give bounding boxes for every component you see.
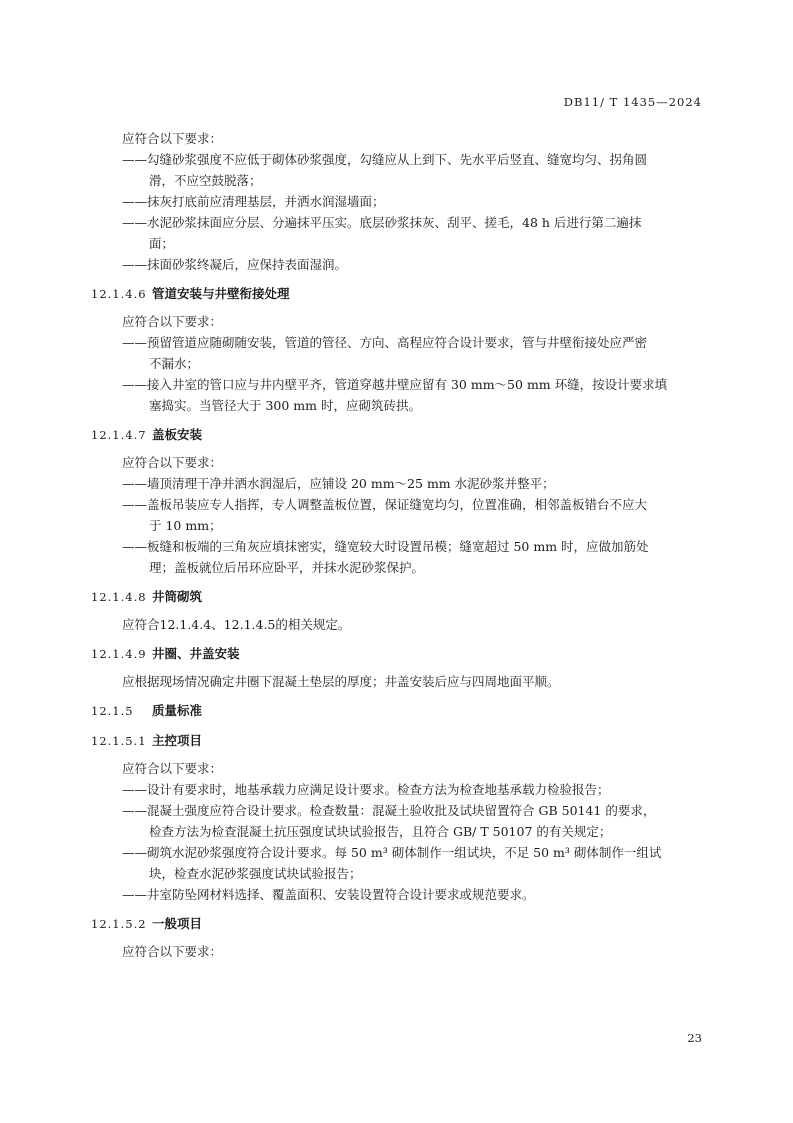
section-number: 12.1.4.7	[91, 428, 147, 442]
list-item-continuation: 于 10 mm；	[149, 518, 222, 533]
list-item-continuation: 塞捣实。当管径大于 300 mm 时，应砌筑砖拱。	[149, 398, 421, 413]
section-number: 12.1.5	[91, 704, 134, 718]
section-number: 12.1.4.8	[91, 590, 147, 604]
section-title: 主控项目	[152, 733, 203, 748]
list-item: ——井室防坠网材料选择、覆盖面积、安装设置符合设计要求或规范要求。	[122, 887, 535, 902]
paragraph: 应符合以下要求：	[122, 314, 223, 329]
standard-code-header: DB11/ T 1435—2024	[563, 95, 702, 109]
section-title: 盖板安装	[152, 427, 203, 442]
list-item: ——盖板吊装应专人指挥，专人调整盖板位置，保证缝宽均匀，位置准确，相邻盖板错台不应大	[122, 497, 648, 512]
section-heading	[91, 643, 713, 665]
paragraph: 应符合以下要求：	[122, 455, 223, 470]
list-item: ——抹面砂浆终凝后，应保持表面湿润。	[122, 257, 348, 272]
section-heading	[91, 424, 713, 446]
list-item: ——抹灰打底前应清理基层，并洒水润湿墙面；	[122, 194, 385, 209]
list-item: ——设计有要求时，地基承载力应满足设计要求。检查方法为检查地基承载力检验报告；	[122, 782, 610, 797]
section-heading	[91, 730, 713, 752]
list-item-continuation: 面；	[149, 236, 175, 251]
section-heading	[91, 586, 713, 608]
paragraph: 应符合12.1.4.4、12.1.4.5的相关规定。	[122, 617, 351, 632]
paragraph: 应符合以下要求：	[122, 944, 223, 959]
list-item: ——板缝和板端的三角灰应填抹密实，缝宽较大时设置吊模；缝宽超过 50 mm 时，应做加筋处	[122, 539, 649, 554]
list-item: ——混凝土强度应符合设计要求。检查数量：混凝土验收批及试块留置符合 GB 50141 的要求，	[122, 803, 656, 818]
body-text	[91, 128, 713, 962]
section-number: 12.1.4.9	[91, 647, 147, 661]
section-title: 管道安装与井壁衔接处理	[152, 286, 290, 301]
section-number: 12.1.4.6	[91, 287, 147, 301]
section-title: 质量标准	[152, 703, 203, 718]
list-item-continuation: 检查方法为检查混凝土抗压强度试块试验报告，且符合 GB/ T 50107 的有关规定；	[149, 824, 612, 839]
section-heading	[91, 283, 713, 305]
paragraph: 应符合以下要求：	[122, 131, 223, 146]
section-heading	[91, 700, 713, 722]
section-heading	[91, 913, 713, 935]
list-item: ——接入井室的管口应与井内壁平齐，管道穿越井壁应留有 30 mm～50 mm 环缝，按设计要求填	[122, 377, 668, 392]
section-title: 井筒砌筑	[152, 589, 203, 604]
list-item-continuation: 滑，不应空鼓脱落；	[149, 173, 262, 188]
paragraph: 应符合以下要求：	[122, 761, 223, 776]
list-item: ——墙顶清理干净并洒水润湿后，应铺设 20 mm～25 mm 水泥砂浆并整平；	[122, 476, 555, 491]
list-item: ——勾缝砂浆强度不应低于砌体砂浆强度，勾缝应从上到下、先水平后竖直、缝宽均匀、拐角圆	[122, 152, 648, 167]
page-number: 23	[687, 1031, 702, 1045]
list-item-continuation: 理；盖板就位后吊环应卧平，并抹水泥砂浆保护。	[149, 560, 425, 575]
section-number: 12.1.5.2	[91, 917, 147, 931]
section-number: 12.1.5.1	[91, 734, 147, 748]
section-title: 井圈、井盖安装	[152, 646, 240, 661]
list-item: ——水泥砂浆抹面应分层、分遍抹平压实。底层砂浆抹灰、刮平、搓毛，48 h 后进行第二遍抹	[122, 215, 642, 230]
list-item-continuation: 不漏水；	[149, 356, 200, 371]
list-item: ——砌筑水泥砂浆强度符合设计要求。每 50 m³ 砌体制作一组试块，不足 50 m³ 砌体制作一组试	[122, 845, 662, 860]
list-item-continuation: 块，检查水泥砂浆强度试块试验报告；	[149, 866, 362, 881]
section-title: 一般项目	[152, 916, 203, 931]
paragraph: 应根据现场情况确定井圈下混凝土垫层的厚度；井盖安装后应与四周地面平顺。	[122, 674, 560, 689]
list-item: ——预留管道应随砌随安装，管道的管径、方向、高程应符合设计要求，管与井壁衔接处应严密	[122, 335, 648, 350]
